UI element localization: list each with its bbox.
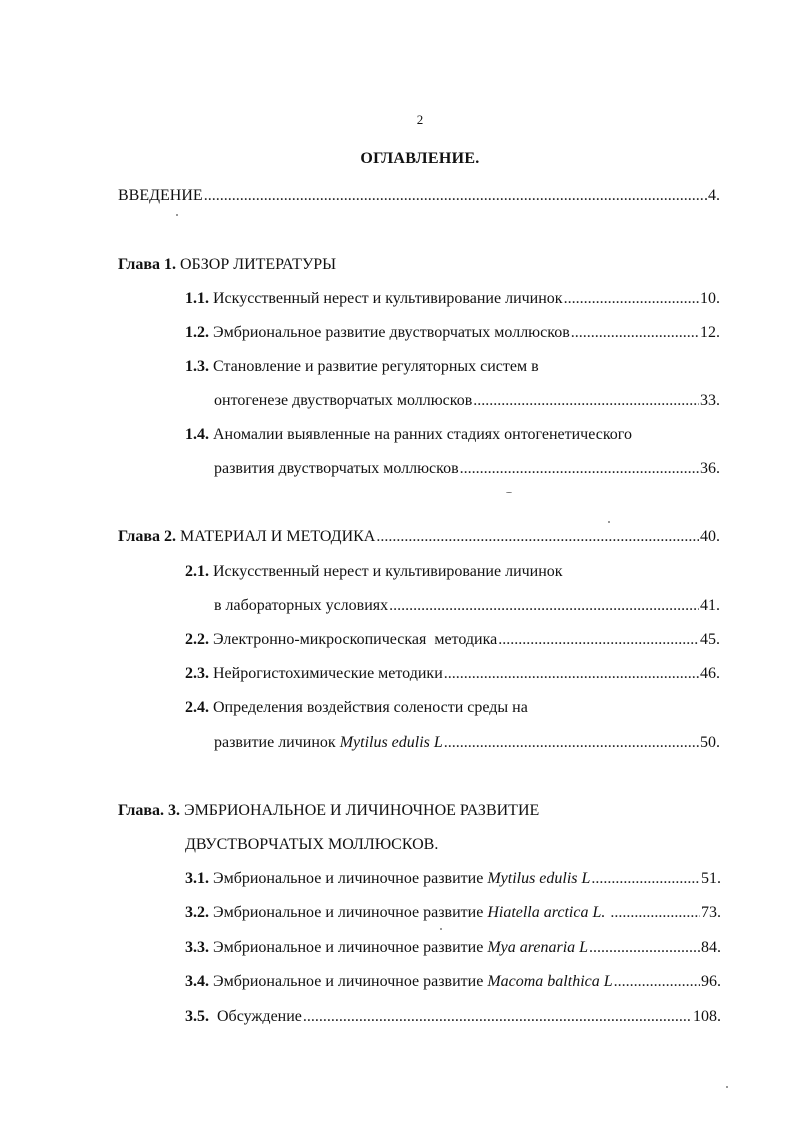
toc-entry-2-4-first-line [185, 697, 528, 719]
section-title: Обсуждение [213, 1008, 302, 1025]
section-page: 46. [700, 665, 720, 682]
species-name: Hiatella arctica L. [487, 904, 606, 921]
section-title: Определения воздействия солености среды на [213, 699, 528, 716]
leader-dots [614, 971, 700, 993]
toc-entry-3-1 [185, 868, 721, 890]
toc-intro-text: ВВЕДЕНИЕ [118, 187, 203, 204]
section-title: Аномалии выявленные на ранних стадиях онтогенетического [213, 426, 632, 443]
toc-entry-3-4 [185, 971, 721, 993]
section-number: 1.1. [185, 290, 209, 307]
chapter-3-title: ЭМБРИОНАЛЬНОЕ И ЛИЧИНОЧНОЕ РАЗВИТИЕ [184, 802, 540, 819]
leader-dots [571, 322, 699, 344]
section-title: Эмбриональное и личиночное развитие [213, 870, 488, 887]
section-number: 2.4. [185, 699, 209, 716]
toc-intro-line [118, 185, 720, 207]
chapter-1-heading [118, 254, 336, 276]
toc-entry-1-3-second-line [214, 390, 720, 412]
chapter-1-label: Глава 1. [118, 256, 176, 273]
toc-entry-2-1-first-line [185, 561, 563, 583]
species-name: Mya arenaria L [487, 939, 589, 956]
section-number: 3.3. [185, 939, 209, 956]
section-title: Нейрогистохимические методики [213, 665, 443, 682]
chapter-2-label: Глава 2. [118, 528, 176, 545]
section-title-cont: онтогенезе двустворчатых моллюсков [214, 392, 473, 409]
toc-entry-1-1 [185, 288, 720, 310]
section-number: 2.2. [185, 631, 209, 648]
toc-entry-1-2 [185, 322, 720, 344]
section-title-cont: в лабораторных условиях [214, 597, 389, 614]
toc-entry-1-4-second-line [214, 458, 720, 480]
leader-dots [589, 937, 700, 959]
section-title-cont: развития двустворчатых моллюсков [214, 460, 459, 477]
chapter-2-heading [118, 526, 720, 548]
section-page: 73. [701, 904, 721, 921]
scan-speck [176, 214, 178, 216]
section-page: 10. [700, 290, 720, 307]
section-title-cont: развитие личинок [214, 734, 340, 751]
section-title: Эмбриональное и личиночное развитие [213, 973, 488, 990]
chapter-3-heading [118, 800, 539, 822]
species-name: Mytilus edulis L [339, 734, 443, 751]
toc-entry-2-4-second-line [214, 732, 720, 754]
section-page: 41. [700, 597, 720, 614]
section-number: 1.2. [185, 324, 209, 341]
section-title: Эмбриональное и личиночное развитие [213, 939, 488, 956]
section-number: 2.3. [185, 665, 209, 682]
section-title: Становление и развитие регуляторных систем в [213, 358, 539, 375]
section-page: 84. [701, 939, 721, 956]
leader-dots [303, 1006, 692, 1028]
leader-dots [389, 595, 699, 617]
section-page: 12. [700, 324, 720, 341]
toc-entry-2-1-second-line [214, 595, 720, 617]
scan-speck [440, 928, 442, 930]
section-number: 1.4. [185, 426, 209, 443]
section-number: 3.4. [185, 973, 209, 990]
scan-speck [506, 492, 512, 493]
toc-entry-1-3-first-line [185, 356, 539, 378]
toc-intro-page: .4. [704, 187, 720, 204]
section-page: 96. [701, 973, 721, 990]
leader-dots [610, 902, 700, 924]
leader-dots [564, 288, 699, 310]
leader-dots [591, 868, 700, 890]
section-page: 51. [701, 870, 721, 887]
chapter-3-title-cont: ДВУСТВОРЧАТЫХ МОЛЛЮСКОВ. [185, 836, 439, 853]
section-number: 2.1. [185, 563, 209, 580]
toc-entry-1-4-first-line [185, 424, 632, 446]
section-title: Эмбриональное и личиночное развитие [213, 904, 488, 921]
chapter-2-title: МАТЕРИАЛ И МЕТОДИКА [180, 528, 376, 545]
toc-entry-3-5 [185, 1006, 721, 1028]
leader-dots [498, 629, 699, 651]
species-name: Macoma balthica L [487, 973, 613, 990]
section-page: 33. [700, 392, 720, 409]
leader-dots [444, 732, 699, 754]
leader-dots [204, 185, 703, 207]
section-number: 3.1. [185, 870, 209, 887]
scan-speck [726, 1086, 728, 1088]
page-number: 2 [416, 112, 424, 127]
leader-dots [473, 390, 699, 412]
leader-dots [460, 458, 699, 480]
leader-dots [376, 526, 699, 548]
chapter-1-title: ОБЗОР ЛИТЕРАТУРЫ [180, 256, 337, 273]
section-page: 45. [700, 631, 720, 648]
section-number: 3.5. [185, 1008, 209, 1025]
toc-entry-3-3 [185, 937, 721, 959]
section-title: Искусственный нерест и культивирование личинок [213, 563, 563, 580]
species-name: Mytilus edulis L [487, 870, 591, 887]
section-number: 3.2. [185, 904, 209, 921]
toc-entry-2-2 [185, 629, 720, 651]
scan-speck [608, 521, 610, 523]
section-page: 108. [693, 1008, 721, 1025]
section-title: Электронно-микроскопическая методика [213, 631, 498, 648]
section-title: Эмбриональное развитие двустворчатых моллюсков [213, 324, 570, 341]
section-page: 50. [700, 734, 720, 751]
section-number: 1.3. [185, 358, 209, 375]
leader-dots [444, 663, 699, 685]
toc-entry-2-3 [185, 663, 720, 685]
toc-entry-3-2 [185, 902, 721, 924]
section-title: Искусственный нерест и культивирование личинок [213, 290, 563, 307]
chapter-3-label: Глава. 3. [118, 802, 180, 819]
chapter-2-page: 40. [700, 528, 720, 545]
toc-title: ОГЛАВЛЕНИЕ. [360, 150, 480, 167]
section-page: 36. [700, 460, 720, 477]
